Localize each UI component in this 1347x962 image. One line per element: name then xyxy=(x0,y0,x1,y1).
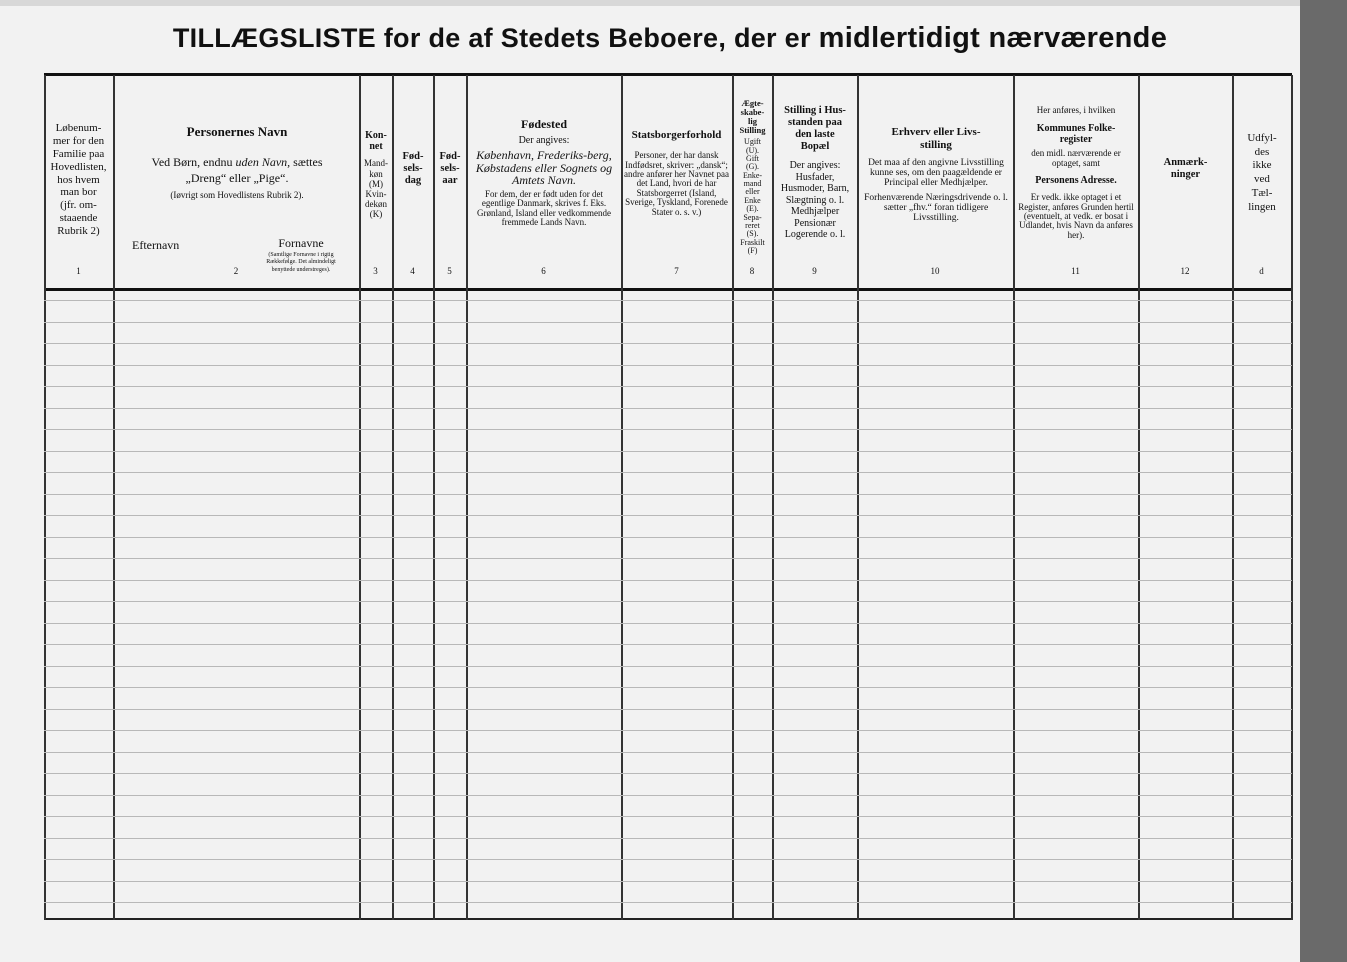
table-row xyxy=(44,730,1292,731)
instr-text: sættes xyxy=(293,155,323,169)
col1-header xyxy=(44,110,113,250)
header-line: (M) xyxy=(369,178,383,189)
col10-heading: Erhverv eller Livs- stilling xyxy=(891,126,981,151)
col-number: 4 xyxy=(410,266,415,276)
header-line: Ugift xyxy=(744,137,761,147)
title-emphasis: midlertidigt nærværende xyxy=(818,22,1168,54)
col10-more: Forhenværende Næringsdrivende o. l. sætter „fhv.“ foran tidligere Livsstilling. xyxy=(864,192,1008,223)
col3-header xyxy=(360,112,392,237)
table-row xyxy=(44,859,1292,860)
header-line: (F) xyxy=(747,246,758,256)
header-line: ikke xyxy=(1252,159,1272,172)
col6-header xyxy=(470,98,618,248)
column-line xyxy=(857,75,859,920)
header-line: køn xyxy=(369,168,383,179)
col9-heading: Stilling i Hus- standen paa den laste Bopæl xyxy=(784,105,846,152)
column-line xyxy=(113,75,115,920)
col3-heading: Kon- net xyxy=(365,130,387,153)
table-row xyxy=(44,902,1292,903)
col-number: 9 xyxy=(812,266,817,276)
table-row xyxy=(44,472,1292,473)
header-line: Enke- xyxy=(742,170,763,180)
table-row xyxy=(44,601,1292,602)
header-line: Kvin- xyxy=(365,188,387,199)
top-rule xyxy=(44,73,1292,76)
table-row xyxy=(44,365,1292,366)
column-line xyxy=(1013,75,1015,920)
col11-text: den midl. nærværende er optaget, samt xyxy=(1031,148,1121,168)
header-line: man bor xyxy=(60,186,97,199)
col-d-header xyxy=(1233,118,1291,228)
header-line: Mand- xyxy=(364,158,388,169)
col10-text: Det maa af den angivne Livsstilling kunne ses, om den paagældende er Principal eller Medhjælper. xyxy=(868,157,1004,188)
col-number: 10 xyxy=(930,266,940,276)
efternavn-label: Efternavn xyxy=(132,238,180,252)
table-row xyxy=(44,343,1292,344)
header-line: Udfyl- xyxy=(1247,131,1277,144)
page-title xyxy=(0,22,1340,55)
table-row xyxy=(44,386,1292,387)
col6-heading: Fødested xyxy=(521,117,567,132)
fornavne-note: benyttede understreges). xyxy=(271,266,331,273)
header-line: Hovedlisten, xyxy=(50,160,107,173)
header-line: (E). xyxy=(746,204,759,214)
col2-header xyxy=(118,78,356,283)
instr-text: uden Navn, xyxy=(235,155,291,169)
header-line: Enke xyxy=(744,195,761,205)
table-row xyxy=(44,558,1292,559)
table-row xyxy=(44,537,1292,538)
col6-more: For dem, der er født uden for det egentlige Danmark, skrives f. Eks. Grønland, Island eller vedkommende fremmede Lands Navn. xyxy=(477,188,611,228)
table-row xyxy=(44,773,1292,774)
col11-more: Er vedk. ikke optaget i et Register, anføres Grunden hertil (eventuelt, at vedk. er bosat i Udlandet, hvis Navn da anføres her). xyxy=(1018,192,1134,240)
page-top-shadow xyxy=(0,0,1300,6)
fornavne-note: (Samtlige Fornavne i rigtig xyxy=(268,252,334,258)
col11-header xyxy=(1016,85,1136,260)
header-line: (U). xyxy=(745,145,760,155)
bottom-rule xyxy=(44,918,1292,920)
table-row xyxy=(44,752,1292,753)
table-row xyxy=(44,300,1292,301)
header-line: Gift xyxy=(746,153,759,163)
column-line xyxy=(772,75,774,920)
col11-heading: Kommunes Folke- register xyxy=(1036,122,1116,145)
table-row xyxy=(44,666,1292,667)
header-line: Sepa- xyxy=(743,212,762,222)
col8-header xyxy=(733,95,772,260)
header-line: dekøn xyxy=(365,198,387,209)
table-row xyxy=(44,709,1292,710)
col10-header xyxy=(862,105,1010,245)
col-number: 5 xyxy=(447,266,452,276)
table-row xyxy=(44,515,1292,516)
header-line: (G). xyxy=(745,162,760,172)
col7-heading: Statsborgerforhold xyxy=(631,128,722,141)
col9-text: Der angives: Husfader, Husmoder, Barn, Slægtning o. l. Medhjælper Pensionær Logerende o. l. xyxy=(780,160,850,241)
header-line: Løbenum- xyxy=(55,121,102,134)
table-row xyxy=(44,795,1292,796)
header-line: mand xyxy=(743,179,762,189)
header-line: des xyxy=(1254,145,1270,158)
table-row xyxy=(44,580,1292,581)
table-row xyxy=(44,322,1292,323)
col11-top: Her anføres, i hvilken xyxy=(1036,104,1116,115)
table-row xyxy=(44,816,1292,817)
table-row xyxy=(44,494,1292,495)
header-line: mer for den xyxy=(52,134,105,147)
header-line: ved xyxy=(1254,173,1270,185)
table-row xyxy=(44,644,1292,645)
column-line xyxy=(1291,75,1293,920)
col-number: 1 xyxy=(76,266,81,276)
instr-text: „Dreng“ eller „Pige“. xyxy=(185,171,289,186)
col6-italic: København, Frederiks-berg, Købstadens eller Sognets og Amtets Navn. xyxy=(475,148,613,188)
col-number: 11 xyxy=(1071,266,1080,276)
header-line: eller xyxy=(745,187,760,197)
header-line: staaende xyxy=(59,212,98,225)
table-row xyxy=(44,451,1292,452)
header-line: reret xyxy=(745,221,760,231)
fornavne-note: Rækkefølge. Det almindeligt xyxy=(266,259,336,266)
col-number: 3 xyxy=(373,266,378,276)
col-number: d xyxy=(1259,266,1264,276)
col-number: 7 xyxy=(674,266,679,276)
column-line xyxy=(466,75,468,920)
col8-heading: Ægte- skabe- lig Stilling xyxy=(739,98,766,136)
header-line: (jfr. om- xyxy=(60,199,97,212)
col-number: 6 xyxy=(541,266,546,276)
col2-heading: Personernes Navn xyxy=(186,124,288,139)
header-line: Rubrik 2) xyxy=(57,225,100,238)
table-row xyxy=(44,687,1292,688)
col5-header: Fød- sels- aar xyxy=(439,151,461,186)
col11-heading2: Personens Adresse. xyxy=(1035,174,1117,186)
header-line: Der angives: xyxy=(518,134,570,146)
header-line: lingen xyxy=(1248,200,1276,213)
col2-note: (Iøvrigt som Hovedlistens Rubrik 2). xyxy=(170,190,304,201)
table-row xyxy=(44,429,1292,430)
col7-header xyxy=(623,118,730,228)
table-row xyxy=(44,408,1292,409)
col9-header xyxy=(775,98,855,248)
table-row xyxy=(44,623,1292,624)
table-row xyxy=(44,881,1292,882)
col4-header: Fød- sels- dag xyxy=(402,151,424,186)
col-number: 2 xyxy=(233,266,239,276)
header-line: Familie paa xyxy=(52,147,105,160)
title-main: TILLÆGSLISTE for de af Stedets Beboere, der er xyxy=(172,23,811,53)
header-line: (K) xyxy=(369,208,383,219)
table-row xyxy=(44,838,1292,839)
col12-header: Anmærk- ninger xyxy=(1163,157,1208,180)
col7-text: Personer, der har dansk Indfødsret, skriver: „dansk“; andre anfører her Navnet paa det Land, hvori de har Statsborgerret (Island, Sverige, Tyskland, Forenede Stater o. s. v.) xyxy=(624,150,729,217)
scan-edge xyxy=(1300,0,1347,962)
col-number: 12 xyxy=(1180,266,1190,276)
header-line: Fraskilt xyxy=(740,237,765,247)
header-line: Tæl- xyxy=(1251,186,1273,199)
header-line: hos hvem xyxy=(57,173,100,186)
col-number: 8 xyxy=(749,266,755,276)
header-rule xyxy=(44,288,1292,291)
instr-text: Ved Børn, endnu xyxy=(151,155,233,169)
header-line: (S). xyxy=(746,229,759,239)
col2-instruction xyxy=(118,154,356,186)
fornavne-text: Fornavne xyxy=(278,236,324,250)
